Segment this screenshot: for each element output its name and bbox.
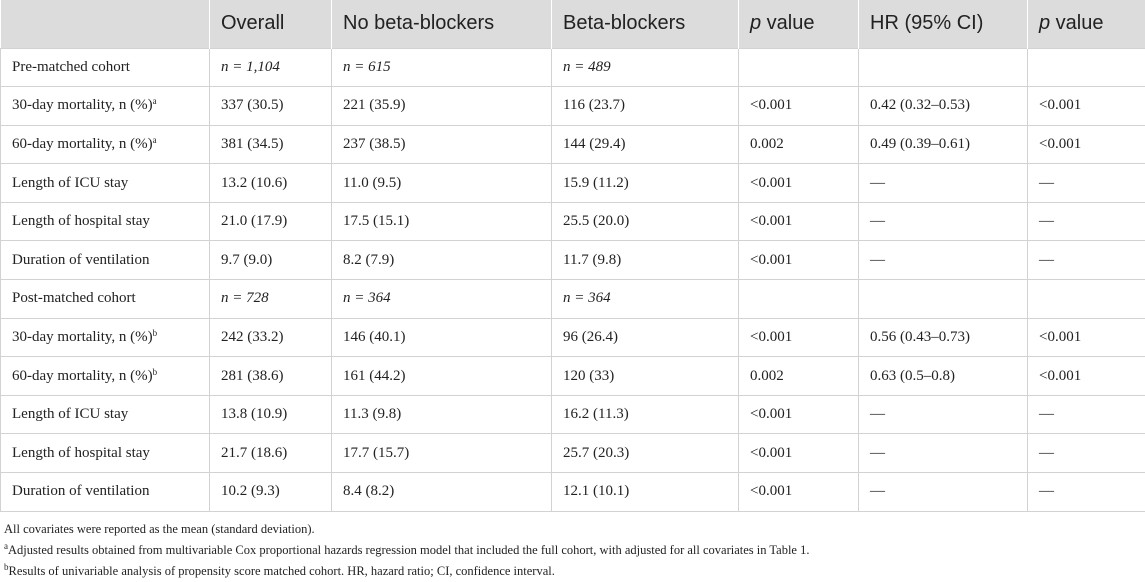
row-label-cell [1,202,210,241]
table-row [1,318,1145,357]
column-header-4 [739,0,859,48]
table-cell [552,318,739,357]
cell-value: 0.63 (0.5–0.8) [870,368,955,384]
cell-value: <0.001 [750,483,792,499]
row-label: Post-matched cohort [12,290,136,306]
row-label: Duration of ventilation [12,252,149,268]
cell-value: 0.002 [750,368,784,384]
cell-value: n = 489 [563,59,611,75]
column-header-6 [1028,0,1145,48]
cell-value: <0.001 [1039,136,1081,152]
row-label: 60-day mortality, n (%) [12,136,153,152]
column-header-italic: p [750,12,761,34]
footnote-marker: b [4,562,9,572]
cell-value: — [870,175,885,191]
row-label-cell [1,87,210,126]
table-cell [739,395,859,434]
cell-value: 96 (26.4) [563,329,618,345]
column-header-label: No beta-blockers [343,12,494,34]
table-cell [859,164,1028,203]
table-cell [332,434,552,473]
table-cell [739,241,859,280]
table-cell [1028,87,1145,126]
footnote [4,519,1141,540]
table-cell [859,357,1028,396]
table-cell [739,202,859,241]
table-cell [739,87,859,126]
table-cell [1028,357,1145,396]
table-cell [1028,125,1145,164]
table-cell [210,48,332,87]
cell-value: <0.001 [750,175,792,191]
cell-value: — [1039,213,1054,229]
cell-value: 120 (33) [563,368,614,384]
table-row [1,87,1145,126]
table-cell [552,202,739,241]
table-cell [739,125,859,164]
table-cell [739,318,859,357]
cell-value: 116 (23.7) [563,97,625,113]
cell-value: 21.0 (17.9) [221,213,287,229]
table-cell [332,280,552,319]
table-cell [859,241,1028,280]
table-row [1,125,1145,164]
table-cell [739,357,859,396]
table-cell [332,473,552,512]
table-cell [1028,280,1145,319]
cell-value: — [870,483,885,499]
cell-value: 0.002 [750,136,784,152]
cell-value: <0.001 [1039,368,1081,384]
column-header-0 [1,0,210,48]
cell-value: 12.1 (10.1) [563,483,629,499]
row-label-cell [1,357,210,396]
table-cell [332,125,552,164]
cell-value: n = 364 [563,290,611,306]
footnote-marker: a [153,96,157,106]
column-header-label: Overall [221,12,284,34]
cell-value: 0.49 (0.39–0.61) [870,136,970,152]
cell-value: 11.7 (9.8) [563,252,621,268]
table-cell [739,48,859,87]
table-cell [1028,473,1145,512]
column-header-label: Beta-blockers [563,12,685,34]
header-row [1,0,1145,48]
cell-value: n = 728 [221,290,269,306]
table-row [1,280,1145,319]
table-cell [332,164,552,203]
cell-value: — [1039,406,1054,422]
table-cell [210,87,332,126]
row-label: 30-day mortality, n (%) [12,329,153,345]
table-cell [859,87,1028,126]
cell-value: — [870,213,885,229]
footnote-marker: a [4,541,8,551]
cell-value: <0.001 [750,252,792,268]
table-cell [859,473,1028,512]
cell-value: — [1039,252,1054,268]
row-label-cell [1,280,210,319]
row-label-cell [1,473,210,512]
table-cell [552,164,739,203]
cell-value: 242 (33.2) [221,329,284,345]
cell-value: — [1039,483,1054,499]
cell-value: n = 1,104 [221,59,280,75]
table-cell [332,87,552,126]
column-header-1 [210,0,332,48]
table-cell [739,164,859,203]
table-cell [552,280,739,319]
table-cell [1028,164,1145,203]
cell-value: 144 (29.4) [563,136,626,152]
table-row [1,48,1145,87]
table-cell [859,280,1028,319]
table-cell [552,125,739,164]
cell-value: 13.8 (10.9) [221,406,287,422]
row-label: Duration of ventilation [12,483,149,499]
row-label: 60-day mortality, n (%) [12,368,153,384]
cell-value: — [1039,445,1054,461]
column-header-5 [859,0,1028,48]
table-cell [332,202,552,241]
table-cell [552,48,739,87]
row-label: Length of ICU stay [12,175,128,191]
table-cell [210,434,332,473]
column-header-2 [332,0,552,48]
table-cell [210,395,332,434]
table-row [1,357,1145,396]
cell-value: — [870,445,885,461]
footnote-marker: a [153,135,157,145]
column-header-3 [552,0,739,48]
table-cell [1028,434,1145,473]
table-cell [1028,395,1145,434]
column-header-suffix: value [1050,12,1103,34]
footnote-text: All covariates were reported as the mean (standard deviation). [4,522,315,536]
table-cell [859,125,1028,164]
row-label: 30-day mortality, n (%) [12,97,153,113]
table-cell [552,87,739,126]
row-label-cell [1,125,210,164]
row-label-cell [1,434,210,473]
cell-value: <0.001 [1039,97,1081,113]
cell-value: 8.4 (8.2) [343,483,394,499]
row-label: Length of hospital stay [12,213,150,229]
cell-value: 281 (38.6) [221,368,284,384]
cell-value: 25.5 (20.0) [563,213,629,229]
cell-value: 381 (34.5) [221,136,284,152]
table-cell [552,241,739,280]
table-cell [739,280,859,319]
table-cell [859,202,1028,241]
table-cell [552,395,739,434]
footnote-marker: b [153,328,158,338]
cell-value: 13.2 (10.6) [221,175,287,191]
row-label-cell [1,395,210,434]
table-cell [210,473,332,512]
cell-value: 17.5 (15.1) [343,213,409,229]
table-row [1,395,1145,434]
column-header-label: HR (95% CI) [870,12,983,34]
cell-value: — [1039,175,1054,191]
cell-value: — [870,252,885,268]
table-header [1,0,1145,48]
table-cell [210,241,332,280]
cell-value: 237 (38.5) [343,136,406,152]
cell-value: 146 (40.1) [343,329,406,345]
table-cell [552,473,739,512]
cell-value: 21.7 (18.6) [221,445,287,461]
cell-value: — [870,406,885,422]
row-label-cell [1,164,210,203]
footnote [4,540,1141,561]
table-cell [739,473,859,512]
cell-value: 25.7 (20.3) [563,445,629,461]
table-cell [859,48,1028,87]
row-label: Length of ICU stay [12,406,128,422]
row-label-cell [1,318,210,357]
table-row [1,434,1145,473]
table-footnotes [0,512,1145,582]
cell-value: 161 (44.2) [343,368,406,384]
cell-value: <0.001 [750,97,792,113]
cell-value: 337 (30.5) [221,97,284,113]
footnote-text: Results of univariable analysis of propensity score matched cohort. HR, hazard ratio; CI, confidence interval. [9,564,555,578]
table-cell [210,357,332,396]
table-cell [1028,318,1145,357]
cell-value: 221 (35.9) [343,97,406,113]
column-header-italic: p [1039,12,1050,34]
table-cell [210,318,332,357]
cell-value: 0.42 (0.32–0.53) [870,97,970,113]
row-label: Pre-matched cohort [12,59,130,75]
table-cell [1028,202,1145,241]
cell-value: n = 364 [343,290,391,306]
table-cell [859,395,1028,434]
table-cell [332,318,552,357]
cell-value: 15.9 (11.2) [563,175,629,191]
table-cell [1028,48,1145,87]
cell-value: 8.2 (7.9) [343,252,394,268]
cell-value: 16.2 (11.3) [563,406,629,422]
cell-value: 0.56 (0.43–0.73) [870,329,970,345]
table-cell [210,202,332,241]
cell-value: <0.001 [750,445,792,461]
table-cell [332,357,552,396]
cell-value: <0.001 [1039,329,1081,345]
cell-value: 11.0 (9.5) [343,175,401,191]
table-cell [552,434,739,473]
table-row [1,202,1145,241]
footnote [4,561,1141,582]
table-cell [332,241,552,280]
table-cell [332,48,552,87]
cell-value: <0.001 [750,213,792,229]
row-label-cell [1,241,210,280]
footnote-marker: b [153,367,158,377]
table-body [1,48,1145,511]
cell-value: <0.001 [750,406,792,422]
row-label: Length of hospital stay [12,445,150,461]
cell-value: 9.7 (9.0) [221,252,272,268]
table-row [1,164,1145,203]
row-label-cell [1,48,210,87]
table-cell [859,318,1028,357]
table-cell [210,125,332,164]
table-row [1,241,1145,280]
table-row [1,473,1145,512]
table-cell [1028,241,1145,280]
cell-value: n = 615 [343,59,391,75]
column-header-suffix: value [761,12,814,34]
cell-value: 11.3 (9.8) [343,406,401,422]
table-cell [332,395,552,434]
cell-value: 17.7 (15.7) [343,445,409,461]
table-cell [552,357,739,396]
cell-value: <0.001 [750,329,792,345]
table-cell [210,164,332,203]
table-cell [859,434,1028,473]
table-cell [210,280,332,319]
table-cell [739,434,859,473]
footnote-text: Adjusted results obtained from multivariable Cox proportional hazards regression model that included the full cohort, with adjusted for all covariates in Table 1. [8,543,809,557]
cell-value: 10.2 (9.3) [221,483,280,499]
